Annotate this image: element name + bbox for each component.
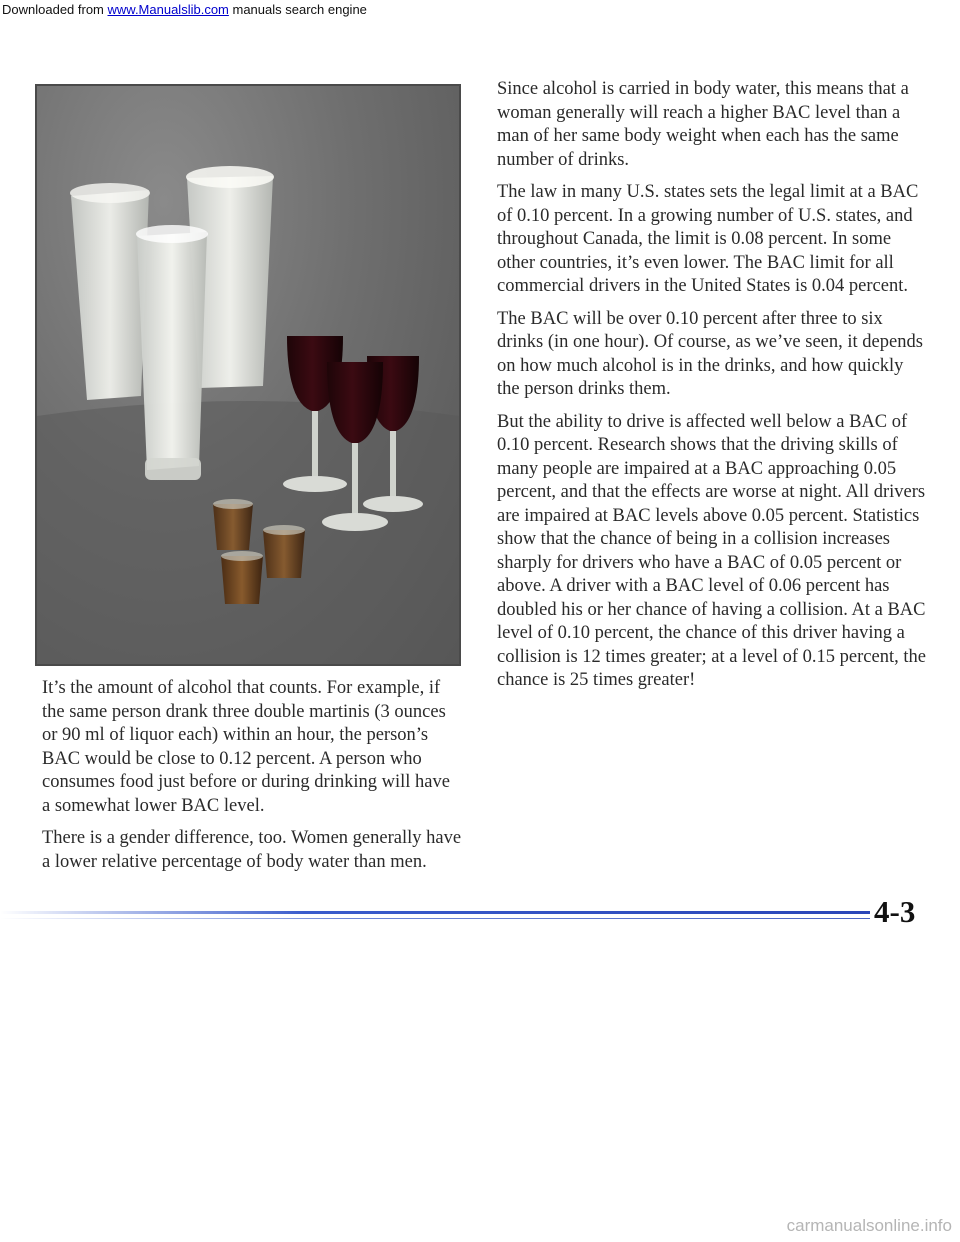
right-column (497, 78, 927, 702)
footer-rule-thin (0, 918, 870, 919)
left-column (42, 677, 462, 883)
header-prefix: Downloaded from (2, 2, 108, 17)
manualslib-link[interactable]: www.Manualslib.com (107, 2, 229, 17)
drinks-photo (35, 84, 461, 666)
download-header (0, 0, 960, 30)
footer-watermark: carmanualsonline.info (786, 1216, 952, 1235)
header-suffix: manuals search engine (228, 2, 367, 17)
paragraph-gender-difference: There is a gender difference, too. Women generally have a lower relative percentage of body water than men. (42, 828, 462, 872)
page-number: 4-3 (874, 894, 916, 929)
paragraph-body-water: Since alcohol is carried in body water, this means that a woman generally will reach a higher BAC level than a man of her same body weight when each has the same number of drinks. (497, 79, 909, 170)
paragraph-alcohol-amount: It’s the amount of alcohol that counts. For example, if the same person drank three double martinis (3 ounces or 90 ml of liquor each) within an hour, the person’s BAC would be close to 0.12 percent. A person who consumes food just before or during drinking will have a somewhat lower BAC level. (42, 678, 450, 816)
footer-rule (0, 911, 870, 914)
paragraph-driving-ability: But the ability to drive is affected well below a BAC of 0.10 percent. Research shows that the driving skills of many people are impaired at a BAC approaching 0.05 percent, and that the effects are worse at night. All drivers are impaired at BAC levels above 0.05 percent. Statistics show that the chance of being in a collision increases sharply for drivers who have a BAC of 0.05 percent or above. A driver with a BAC level of 0.06 percent has doubled his or her chance of having a collision. At a BAC level of 0.10 percent, the chance of this driver having a collision is 12 times greater; at a level of 0.15 percent, the chance is 25 times greater! (497, 411, 926, 690)
paragraph-legal-limit: The law in many U.S. states sets the legal limit at a BAC of 0.10 percent. In a growing number of U.S. states, and throughout Canada, the limit is 0.08 percent. In some other countries, it’s even lower. The BAC limit for all commercial drivers in the United States is 0.04 percent. (497, 182, 919, 296)
drinks-illustration (37, 86, 459, 664)
paragraph-drinks-count: The BAC will be over 0.10 percent after three to six drinks (in one hour). Of course, as we’ve seen, it depends on how much alcohol is in the drinks, and how quickly the person drinks them. (497, 308, 923, 399)
download-header-text (2, 2, 367, 17)
